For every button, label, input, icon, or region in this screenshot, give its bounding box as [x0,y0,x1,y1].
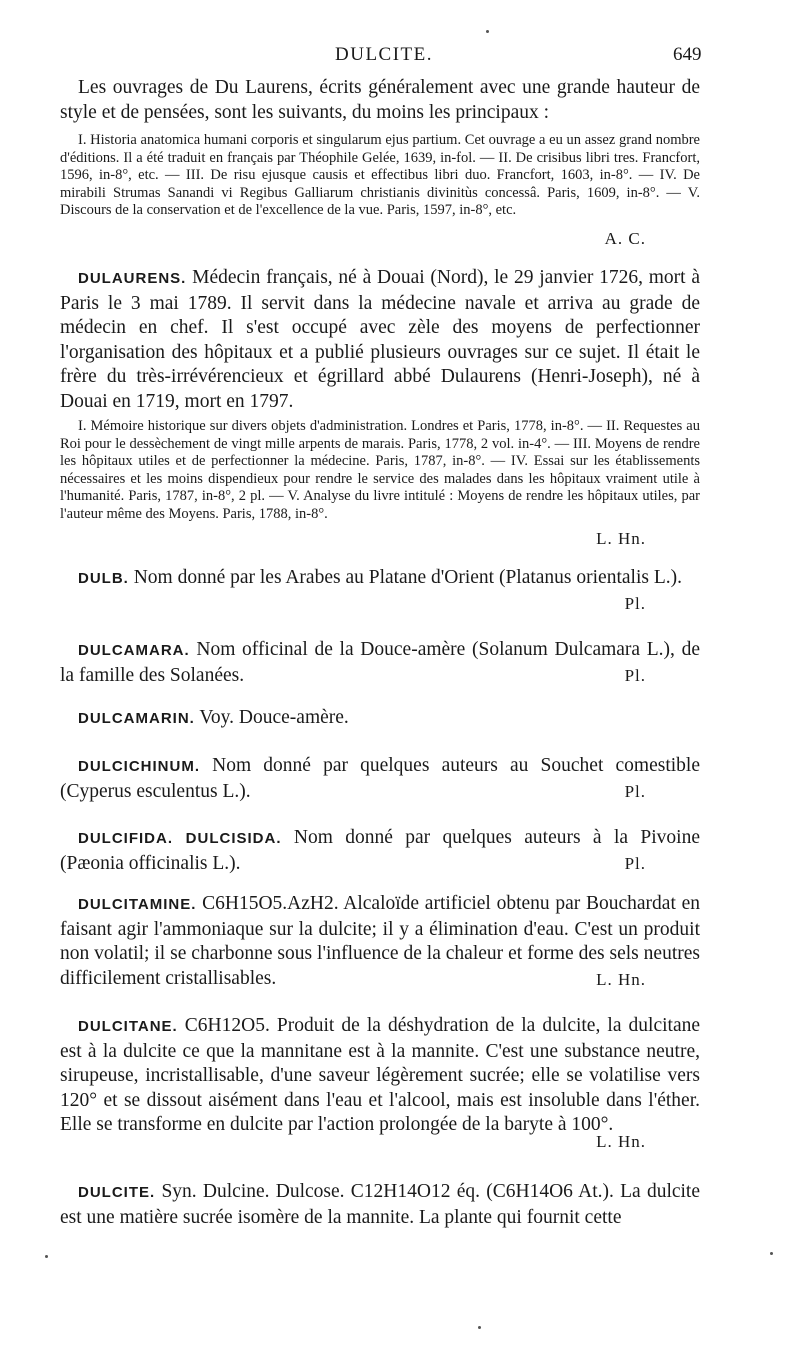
entry-headword: DULCICHINUM. [78,758,200,775]
entry-text: Médecin français, né à Douai (Nord), le 29 janvier 1726, mort à Paris le 3 mai 1789. Il servit dans la médecine navale et arriva au grade de médecin en chef. Il s'est occupé avec zèle des moyens de perfectionner l'organisation des hôpitaux et a publié plusieurs ouvrages sur ce sujet. Il était le frère du très-irrévérencieux et égrillard abbé Dulaurens (Henri-Joseph), né à Douai en 1719, mort en 1797. [60,267,701,412]
intro-signature-row [60,230,700,248]
scan-speck [478,1326,481,1329]
entry-dulb [60,566,700,592]
entry-dulcamarin [60,706,700,732]
entry-dulcite [60,1180,700,1230]
author-signature: L. Hn. [596,1132,646,1151]
intro-paragraph: Les ouvrages de Du Laurens, écrits généralement avec une grande hauteur de style et de pensées, sont les suivants, du moins les principaux : [60,77,700,123]
running-head [0,44,800,68]
author-signature: Pl. [624,854,646,873]
entry-headword: DULCITE. [78,1184,156,1201]
entry-dulcichinum-signature-row [60,780,700,805]
entry-dulb-signature-row [60,592,700,617]
entry-dulcitane [60,1014,700,1138]
entry-dulaurens [60,266,700,414]
entry-dulaurens-bibliography [60,418,700,523]
entry-dulcifida-signature-row [60,852,700,877]
entry-headword: DULCITAMINE. [78,896,197,913]
entry-text: C6H12O5. Produit de la déshydration de la dulcite, la dulcitane est à la dulcite ce que la mannitane est à la mannite. C'est une substance neutre, sirupeuse, incristallisable, d'une saveur légèrement sucrée; elle se volatilise vers 120° et se dissout aisément dans l'eau et l'alcool, mais est insoluble dans l'éther. Elle se transforme en dulcite par l'action prolongée de la baryte à 100°. [60,1015,701,1135]
entry-headword: DULB. [78,570,129,587]
author-signature: Pl. [624,782,646,801]
entry-dulcitamine-signature-row [60,968,700,993]
entry-text: Syn. Dulcine. Dulcose. C12H14O12 éq. (C6H14O6 At.). La dulcite est une matière sucrée isomère de la mannite. La plante qui fournit cette [60,1181,701,1228]
entry-dulcamara-signature-row [60,664,700,689]
scan-speck [45,1255,48,1258]
author-signature: Pl. [624,594,646,613]
author-signature: L. Hn. [596,970,646,989]
entry-headword: DULCAMARIN. [78,710,195,727]
author-signature: L. Hn. [596,529,646,548]
bibliography-text: I. Mémoire historique sur divers objets d'administration. Londres et Paris, 1778, in-8°. — II. Requestes au Roi pour le dessèchement de vingt mille arpents de marais. Paris, 1778, 2 vol. in-4°. — III. Moyens de rendre les hôpitaux utiles et de perfectionner la médecine. Paris, 1787, in-8°. — IV. Essai sur les établissements nécessaires et les moins dispendieux pour rendre le service des malades dans les hôpitaux vraiment utile à l'humanité. Paris, 1787, in-8°, 2 pl. — V. Analyse du livre intitulé : Moyens de rendre les hôpitaux utiles, par l'auteur même des Moyens. Paris, 1788, in-8°. [60,418,700,522]
entry-headword: DULCAMARA. [78,642,190,659]
entry-text: C6H15O5.AzH2. Alcaloïde artificiel obtenu par Bouchardat en faisant agir l'ammoniaque sur la dulcite; il y a élimination d'eau. C'est un produit non volatil; il se charbonne sous l'influence de la chaleur et forme des sels neutres difficilement cristallisables. [60,893,701,989]
entry-text: Nom donné par quelques auteurs à la Pivoine (Pæonia officinalis L.). [60,827,700,874]
running-title: DULCITE. [335,44,434,65]
author-signature: A. C. [604,229,646,248]
entry-text: Nom donné par les Arabes au Platane d'Orient (Platanus orientalis L.). [133,567,682,588]
entry-text: Nom donné par quelques auteurs au Souchet comestible (Cyperus esculentus L.). [60,755,700,802]
intro-bibliography [60,132,700,220]
entry-dulcitane-signature-row [60,1130,700,1155]
page-number: 649 [673,44,702,65]
bibliography-text: I. Historia anatomica humani corporis et singularum ejus partium. Cet ouvrage a eu un assez grand nombre d'éditions. Il a été traduit en français par Théophile Gelée, 1639, in-fol. — II. De crisibus libri tres. Francfort, 1596, in-8°, etc. — III. De risu ejusque causis et effectibus libri duo. Francfort, 1603, in-8°. — IV. De mirabili Strumas Sanandi vi Regibus Galliarum christianis divinitùs concessâ. Paris, 1609, in-8°. — V. Discours de la conservation et de l'excellence de la vue. Paris, 1597, in-8°, etc. [60,132,700,218]
author-signature: Pl. [624,666,646,685]
scan-speck [770,1252,773,1255]
entry-headword: DULCIFIDA. DULCISIDA. [78,830,282,847]
entry-text: Voy. Douce-amère. [199,707,349,728]
scan-speck [486,30,489,33]
entry-text: Nom officinal de la Douce-amère (Solanum Dulcamara L.), de la famille des Solanées. [60,639,701,686]
entry-headword: DULCITANE. [78,1018,178,1035]
entry-dulaurens-signature-row [60,530,700,548]
entry-headword: DULAURENS. [78,270,187,287]
